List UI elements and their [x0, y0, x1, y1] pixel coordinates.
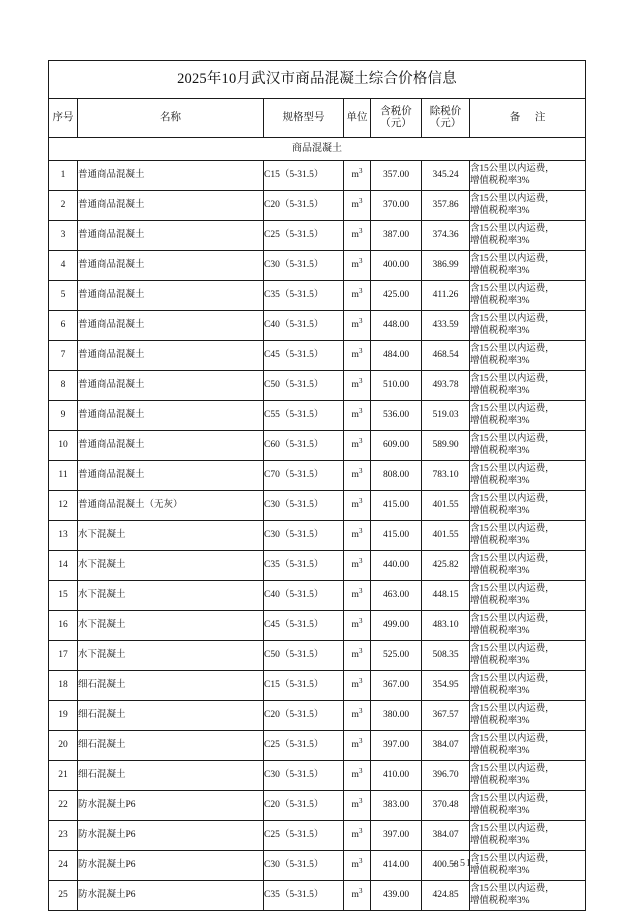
cell-spec: C35（5-31.5）: [264, 281, 344, 311]
cell-unit: $m^3$: [344, 671, 371, 701]
table-row: [49, 251, 586, 281]
cell-unit: $m^3$: [344, 611, 371, 641]
cell-price-excl-tax: 370.48: [422, 791, 470, 821]
cell-row-number: 10: [49, 431, 78, 461]
column-header-name: 名称: [78, 99, 264, 138]
remark-line-2: 增值税税率3%: [470, 535, 530, 546]
remark-line-1: 含15公里以内运费，: [470, 584, 555, 595]
cell-unit: $m^3$: [344, 161, 371, 191]
section-header-label: 商品混凝土: [49, 138, 586, 161]
cell-row-number: 15: [49, 581, 78, 611]
column-header-remark-label: 备 注: [509, 111, 552, 123]
cell-price-incl-tax: 440.00: [371, 551, 422, 581]
cell-remark: [470, 641, 586, 671]
cell-spec: C30（5-31.5）: [264, 521, 344, 551]
cell-price-excl-tax: 401.55: [422, 491, 470, 521]
cell-row-number: 4: [49, 251, 78, 281]
remark-line-1: 含15公里以内运费，: [470, 254, 555, 265]
cell-price-excl-tax: 433.59: [422, 311, 470, 341]
remark-line-1: 含15公里以内运费，: [470, 644, 555, 655]
cell-unit: $m^3$: [344, 551, 371, 581]
cell-name: 普通商品混凝土: [78, 161, 264, 191]
page-title: 2025年10月武汉市商品混凝土综合价格信息: [49, 61, 586, 99]
cell-name: 水下混凝土: [78, 581, 264, 611]
remark-line-2: 增值税税率3%: [470, 715, 530, 726]
unit-superscript: 3: [358, 556, 363, 565]
table-row: [49, 581, 586, 611]
remark-line-2: 增值税税率3%: [470, 775, 530, 786]
cell-name: 防水混凝土P6: [78, 851, 264, 881]
unit-superscript: 3: [358, 796, 363, 805]
cell-price-incl-tax: 410.00: [371, 761, 422, 791]
remark-line-1: 含15公里以内运费，: [470, 674, 555, 685]
cell-row-number: 13: [49, 521, 78, 551]
cell-unit: $m^3$: [344, 641, 371, 671]
remark-line-1: 含15公里以内运费，: [470, 794, 555, 805]
remark-line-2: 增值税税率3%: [470, 595, 530, 606]
column-header-no: 序号: [49, 99, 78, 138]
table-row: [49, 821, 586, 851]
cell-price-incl-tax: 463.00: [371, 581, 422, 611]
unit-superscript: 3: [358, 586, 363, 595]
cell-spec: C50（5-31.5）: [264, 641, 344, 671]
cell-price-incl-tax: 439.00: [371, 881, 422, 911]
cell-name: 普通商品混凝土: [78, 251, 264, 281]
unit-superscript: 3: [358, 526, 363, 535]
cell-remark: [470, 281, 586, 311]
table-row: [49, 221, 586, 251]
unit-superscript: 3: [358, 466, 363, 475]
cell-price-excl-tax: 354.95: [422, 671, 470, 701]
table-row: [49, 791, 586, 821]
unit-superscript: 3: [358, 496, 363, 505]
cell-row-number: 14: [49, 551, 78, 581]
cell-name: 普通商品混凝土: [78, 461, 264, 491]
cell-spec: C25（5-31.5）: [264, 821, 344, 851]
cell-remark: [470, 791, 586, 821]
remark-line-2: 增值税税率3%: [470, 655, 530, 666]
table-row: [49, 311, 586, 341]
remark-line-2: 增值税税率3%: [470, 625, 530, 636]
unit-superscript: 3: [358, 316, 363, 325]
cell-row-number: 8: [49, 371, 78, 401]
remark-line-1: 含15公里以内运费，: [470, 614, 555, 625]
cell-unit: $m^3$: [344, 791, 371, 821]
table-row: [49, 611, 586, 641]
table-header-row: [49, 99, 586, 138]
remark-line-2: 增值税税率3%: [470, 445, 530, 456]
cell-remark: [470, 221, 586, 251]
cell-unit: $m^3$: [344, 221, 371, 251]
remark-line-2: 增值税税率3%: [470, 295, 530, 306]
remark-line-1: 含15公里以内运费，: [470, 374, 555, 385]
page-footer: [0, 858, 636, 869]
cell-unit: $m^3$: [344, 431, 371, 461]
remark-line-1: 含15公里以内运费，: [470, 344, 555, 355]
cell-spec: C30（5-31.5）: [264, 761, 344, 791]
cell-price-incl-tax: 357.00: [371, 161, 422, 191]
cell-name: 普通商品混凝土: [78, 401, 264, 431]
cell-unit: $m^3$: [344, 851, 371, 881]
cell-price-excl-tax: 589.90: [422, 431, 470, 461]
cell-name: 普通商品混凝土: [78, 191, 264, 221]
remark-line-1: 含15公里以内运费，: [470, 884, 555, 895]
cell-unit: $m^3$: [344, 281, 371, 311]
cell-name: 水下混凝土: [78, 611, 264, 641]
remark-line-2: 增值税税率3%: [470, 415, 530, 426]
cell-name: 水下混凝土: [78, 551, 264, 581]
cell-spec: C30（5-31.5）: [264, 251, 344, 281]
table-row: [49, 551, 586, 581]
cell-name: 普通商品混凝土（无灰）: [78, 491, 264, 521]
cell-remark: [470, 311, 586, 341]
cell-price-excl-tax: 783.10: [422, 461, 470, 491]
cell-price-incl-tax: 415.00: [371, 491, 422, 521]
cell-spec: C45（5-31.5）: [264, 611, 344, 641]
table-row: [49, 671, 586, 701]
table-title-row: [49, 61, 586, 99]
remark-line-2: 增值税税率3%: [470, 745, 530, 756]
cell-price-incl-tax: 415.00: [371, 521, 422, 551]
cell-price-excl-tax: 396.70: [422, 761, 470, 791]
remark-line-1: 含15公里以内运费，: [470, 704, 555, 715]
cell-name: 细石混凝土: [78, 731, 264, 761]
cell-price-incl-tax: 397.00: [371, 731, 422, 761]
cell-name: 细石混凝土: [78, 761, 264, 791]
cell-remark: [470, 731, 586, 761]
unit-superscript: 3: [358, 766, 363, 775]
remark-line-1: 含15公里以内运费，: [470, 524, 555, 535]
unit-superscript: 3: [358, 376, 363, 385]
unit-superscript: 3: [358, 826, 363, 835]
remark-line-1: 含15公里以内运费，: [470, 734, 555, 745]
remark-line-2: 增值税税率3%: [470, 895, 530, 906]
unit-superscript: 3: [358, 856, 363, 865]
cell-row-number: 1: [49, 161, 78, 191]
cell-unit: $m^3$: [344, 311, 371, 341]
cell-row-number: 22: [49, 791, 78, 821]
remark-line-2: 增值税税率3%: [470, 355, 530, 366]
remark-line-1: 含15公里以内运费，: [470, 194, 555, 205]
unit-superscript: 3: [358, 436, 363, 445]
remark-line-1: 含15公里以内运费，: [470, 164, 555, 175]
cell-spec: C30（5-31.5）: [264, 491, 344, 521]
table-row: [49, 491, 586, 521]
cell-unit: $m^3$: [344, 191, 371, 221]
cell-price-excl-tax: 493.78: [422, 371, 470, 401]
table-row: [49, 521, 586, 551]
unit-superscript: 3: [358, 736, 363, 745]
table-row: [49, 731, 586, 761]
remark-line-2: 增值税税率3%: [470, 505, 530, 516]
cell-remark: [470, 461, 586, 491]
cell-spec: C45（5-31.5）: [264, 341, 344, 371]
remark-line-2: 增值税税率3%: [470, 175, 530, 186]
cell-spec: C20（5-31.5）: [264, 791, 344, 821]
column-header-price-excl: [422, 99, 470, 138]
table-row: [49, 761, 586, 791]
table-body: [49, 161, 586, 911]
cell-price-excl-tax: 519.03: [422, 401, 470, 431]
cell-price-incl-tax: 525.00: [371, 641, 422, 671]
cell-remark: [470, 371, 586, 401]
cell-name: 防水混凝土P6: [78, 881, 264, 911]
cell-price-excl-tax: 424.85: [422, 881, 470, 911]
cell-price-excl-tax: 483.10: [422, 611, 470, 641]
remark-line-2: 增值税税率3%: [470, 205, 530, 216]
unit-superscript: 3: [358, 226, 363, 235]
cell-spec: C35（5-31.5）: [264, 881, 344, 911]
column-header-price-incl: [371, 99, 422, 138]
unit-superscript: 3: [358, 676, 363, 685]
cell-unit: $m^3$: [344, 251, 371, 281]
table-row: [49, 461, 586, 491]
table-row: [49, 281, 586, 311]
cell-row-number: 17: [49, 641, 78, 671]
cell-remark: [470, 161, 586, 191]
cell-name: 细石混凝土: [78, 701, 264, 731]
cell-price-incl-tax: 383.00: [371, 791, 422, 821]
table-row: [49, 401, 586, 431]
cell-name: 水下混凝土: [78, 521, 264, 551]
cell-row-number: 23: [49, 821, 78, 851]
cell-name: 普通商品混凝土: [78, 431, 264, 461]
cell-name: 普通商品混凝土: [78, 281, 264, 311]
table-row: [49, 431, 586, 461]
cell-remark: [470, 251, 586, 281]
cell-price-excl-tax: 448.15: [422, 581, 470, 611]
cell-spec: C25（5-31.5）: [264, 731, 344, 761]
cell-unit: $m^3$: [344, 461, 371, 491]
cell-name: 防水混凝土P6: [78, 821, 264, 851]
remark-line-1: 含15公里以内运费，: [470, 854, 555, 865]
remark-line-2: 增值税税率3%: [470, 565, 530, 576]
cell-remark: [470, 671, 586, 701]
cell-row-number: 3: [49, 221, 78, 251]
cell-remark: [470, 881, 586, 911]
cell-remark: [470, 401, 586, 431]
remark-line-2: 增值税税率3%: [470, 325, 530, 336]
cell-row-number: 2: [49, 191, 78, 221]
cell-remark: [470, 491, 586, 521]
column-header-unit: 单位: [344, 99, 371, 138]
cell-remark: [470, 431, 586, 461]
table-row: [49, 881, 586, 911]
remark-line-1: 含15公里以内运费，: [470, 764, 555, 775]
cell-unit: $m^3$: [344, 401, 371, 431]
cell-price-incl-tax: 414.00: [371, 851, 422, 881]
cell-unit: $m^3$: [344, 521, 371, 551]
column-header-price-excl-line1: 除税价: [429, 105, 462, 117]
cell-price-incl-tax: 370.00: [371, 191, 422, 221]
page-number-label: - 51 -: [452, 858, 480, 869]
unit-superscript: 3: [358, 646, 363, 655]
unit-superscript: 3: [358, 406, 363, 415]
cell-row-number: 25: [49, 881, 78, 911]
cell-remark: [470, 761, 586, 791]
cell-spec: C35（5-31.5）: [264, 551, 344, 581]
table-row: [49, 701, 586, 731]
cell-price-incl-tax: 536.00: [371, 401, 422, 431]
column-header-price-excl-line2: （元）: [429, 118, 462, 129]
cell-row-number: 16: [49, 611, 78, 641]
cell-price-excl-tax: 374.36: [422, 221, 470, 251]
cell-remark: [470, 191, 586, 221]
column-header-remark: [470, 99, 586, 138]
cell-row-number: 6: [49, 311, 78, 341]
cell-name: 防水混凝土P6: [78, 791, 264, 821]
cell-spec: C20（5-31.5）: [264, 191, 344, 221]
remark-line-1: 含15公里以内运费，: [470, 434, 555, 445]
remark-line-1: 含15公里以内运费，: [470, 554, 555, 565]
cell-price-excl-tax: 386.99: [422, 251, 470, 281]
cell-price-incl-tax: 400.00: [371, 251, 422, 281]
cell-unit: $m^3$: [344, 581, 371, 611]
cell-name: 细石混凝土: [78, 671, 264, 701]
cell-name: 水下混凝土: [78, 641, 264, 671]
cell-price-incl-tax: 380.00: [371, 701, 422, 731]
cell-price-excl-tax: 384.07: [422, 731, 470, 761]
column-header-price-incl-line2: （元）: [380, 118, 412, 129]
cell-spec: C40（5-31.5）: [264, 311, 344, 341]
unit-superscript: 3: [358, 346, 363, 355]
unit-superscript: 3: [358, 196, 363, 205]
column-header-price-incl-line1: 含税价: [380, 105, 412, 117]
remark-line-2: 增值税税率3%: [470, 475, 530, 486]
unit-superscript: 3: [358, 286, 363, 295]
cell-spec: C25（5-31.5）: [264, 221, 344, 251]
cell-price-excl-tax: 425.82: [422, 551, 470, 581]
remark-line-1: 含15公里以内运费，: [470, 464, 555, 475]
remark-line-1: 含15公里以内运费，: [470, 314, 555, 325]
cell-row-number: 20: [49, 731, 78, 761]
cell-spec: C15（5-31.5）: [264, 161, 344, 191]
remark-line-1: 含15公里以内运费，: [470, 494, 555, 505]
remark-line-2: 增值税税率3%: [470, 805, 530, 816]
cell-price-excl-tax: 508.35: [422, 641, 470, 671]
cell-row-number: 24: [49, 851, 78, 881]
table-row: [49, 191, 586, 221]
remark-line-2: 增值税税率3%: [470, 835, 530, 846]
cell-spec: C55（5-31.5）: [264, 401, 344, 431]
cell-price-excl-tax: 345.24: [422, 161, 470, 191]
unit-superscript: 3: [358, 166, 363, 175]
cell-spec: C70（5-31.5）: [264, 461, 344, 491]
table-row: [49, 341, 586, 371]
remark-line-1: 含15公里以内运费，: [470, 224, 555, 235]
cell-row-number: 21: [49, 761, 78, 791]
cell-name: 普通商品混凝土: [78, 221, 264, 251]
cell-remark: [470, 341, 586, 371]
cell-row-number: 9: [49, 401, 78, 431]
cell-spec: C15（5-31.5）: [264, 671, 344, 701]
cell-price-excl-tax: 468.54: [422, 341, 470, 371]
cell-spec: C60（5-31.5）: [264, 431, 344, 461]
cell-price-incl-tax: 510.00: [371, 371, 422, 401]
cell-price-excl-tax: 401.55: [422, 521, 470, 551]
cell-name: 普通商品混凝土: [78, 341, 264, 371]
cell-remark: [470, 581, 586, 611]
cell-unit: $m^3$: [344, 731, 371, 761]
cell-spec: C40（5-31.5）: [264, 581, 344, 611]
cell-price-excl-tax: 367.57: [422, 701, 470, 731]
cell-price-incl-tax: 367.00: [371, 671, 422, 701]
cell-row-number: 12: [49, 491, 78, 521]
table-row: [49, 371, 586, 401]
cell-spec: C50（5-31.5）: [264, 371, 344, 401]
remark-line-2: 增值税税率3%: [470, 865, 530, 876]
table-section-row: [49, 138, 586, 161]
cell-spec: C20（5-31.5）: [264, 701, 344, 731]
cell-name: 普通商品混凝土: [78, 311, 264, 341]
cell-price-incl-tax: 609.00: [371, 431, 422, 461]
remark-line-1: 含15公里以内运费，: [470, 284, 555, 295]
cell-price-incl-tax: 808.00: [371, 461, 422, 491]
cell-remark: [470, 521, 586, 551]
cell-unit: $m^3$: [344, 881, 371, 911]
cell-price-excl-tax: 411.26: [422, 281, 470, 311]
remark-line-2: 增值税税率3%: [470, 265, 530, 276]
cell-remark: [470, 611, 586, 641]
unit-superscript: 3: [358, 616, 363, 625]
remark-line-2: 增值税税率3%: [470, 235, 530, 246]
unit-superscript: 3: [358, 256, 363, 265]
cell-price-incl-tax: 448.00: [371, 311, 422, 341]
cell-price-excl-tax: 357.86: [422, 191, 470, 221]
cell-price-incl-tax: 499.00: [371, 611, 422, 641]
cell-price-incl-tax: 397.00: [371, 821, 422, 851]
cell-row-number: 7: [49, 341, 78, 371]
remark-line-2: 增值税税率3%: [470, 385, 530, 396]
remark-line-2: 增值税税率3%: [470, 685, 530, 696]
cell-row-number: 11: [49, 461, 78, 491]
unit-superscript: 3: [358, 886, 363, 895]
table-row: [49, 161, 586, 191]
cell-remark: [470, 551, 586, 581]
cell-unit: $m^3$: [344, 491, 371, 521]
cell-price-incl-tax: 484.00: [371, 341, 422, 371]
cell-spec: C30（5-31.5）: [264, 851, 344, 881]
cell-name: 普通商品混凝土: [78, 371, 264, 401]
price-table-container: [48, 60, 585, 911]
unit-superscript: 3: [358, 706, 363, 715]
cell-price-incl-tax: 387.00: [371, 221, 422, 251]
cell-unit: $m^3$: [344, 341, 371, 371]
cell-row-number: 18: [49, 671, 78, 701]
cell-price-incl-tax: 425.00: [371, 281, 422, 311]
cell-unit: $m^3$: [344, 701, 371, 731]
table-row: [49, 641, 586, 671]
cell-remark: [470, 701, 586, 731]
cell-unit: $m^3$: [344, 761, 371, 791]
remark-line-1: 含15公里以内运费，: [470, 824, 555, 835]
cell-price-excl-tax: 400.58: [422, 851, 470, 881]
cell-price-excl-tax: 384.07: [422, 821, 470, 851]
cell-row-number: 19: [49, 701, 78, 731]
cell-row-number: 5: [49, 281, 78, 311]
remark-line-1: 含15公里以内运费，: [470, 404, 555, 415]
cell-unit: $m^3$: [344, 371, 371, 401]
concrete-price-table: [48, 60, 586, 911]
column-header-spec: 规格型号: [264, 99, 344, 138]
cell-unit: $m^3$: [344, 821, 371, 851]
cell-remark: [470, 821, 586, 851]
